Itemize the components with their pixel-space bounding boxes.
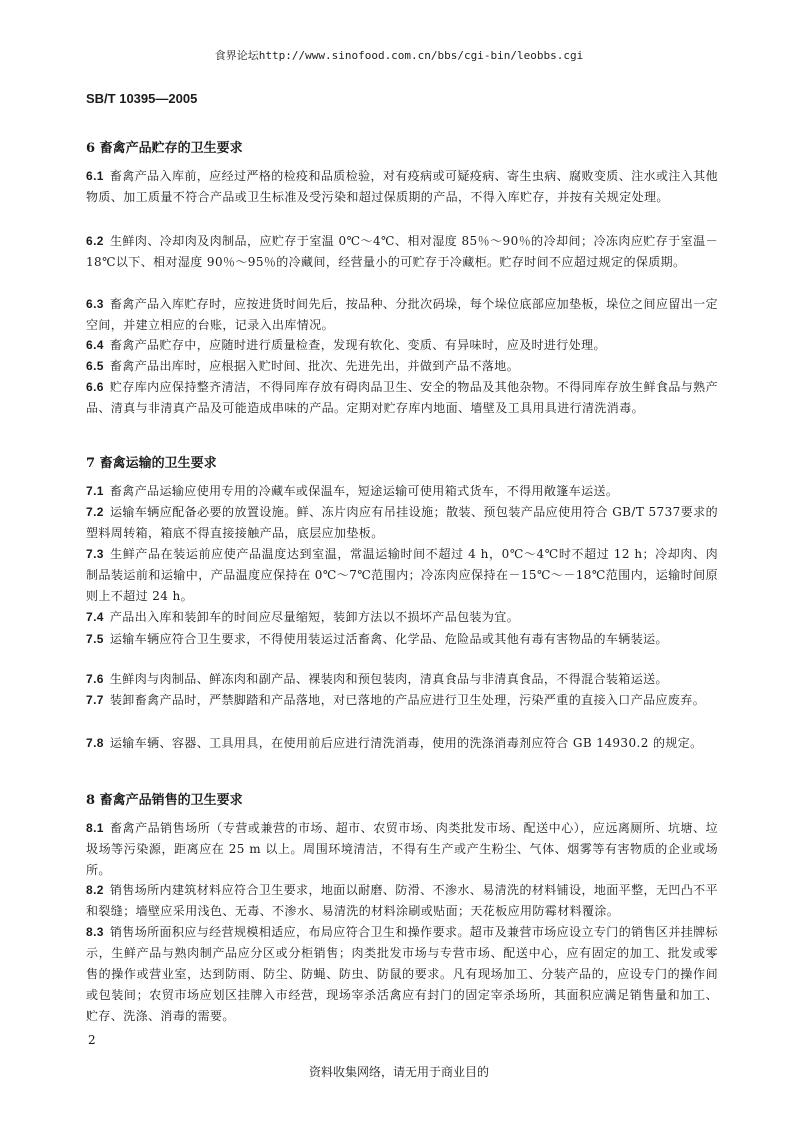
clause-text: 生鲜肉、冷却肉及肉制品，应贮存于室温 0℃～4℃、相对湿度 85％～90％的冷却间；冷冻肉应贮存于室温－18℃以下、相对湿度 90％～95％的冷藏间，经营量小的可贮存于冷藏柜。贮存时间不应超过规定的保质期。 (86, 234, 718, 269)
clause-number: 8.2 (86, 883, 104, 897)
footer-note: 资料收集网络，请无用于商业目的 (308, 1065, 489, 1079)
clause-text: 装卸畜禽产品时，严禁脚踏和产品落地，对已落地的产品应进行卫生处理，污染严重的直接入口产品应废弃。 (109, 693, 706, 707)
clause-number: 7.6 (86, 672, 104, 686)
section-7-title: 7 畜禽运输的卫生要求 (86, 456, 217, 471)
clause-text: 运输车辆、容器、工具用具，在使用前后应进行清洗消毒，使用的洗涤消毒剂应符合 GB 14930.2 的规定。 (109, 736, 703, 750)
clause-8-1 (86, 818, 718, 881)
clause-number: 8.1 (86, 821, 104, 835)
clause-text: 销售场所面积应与经营规模相适应，布局应符合卫生和操作要求。超市及兼营市场应设立专门的销售区并挂牌标示，生鲜产品与熟肉制产品应分区或分柜销售；肉类批发市场与专营市场、配送中心，应有固定的加工、批发或零售的操作或营业室，达到防雨、防尘、防蝇、防虫、防鼠的要求。凡有现场加工、分装产品的，应设专门的操作间或包装间；农贸市场应划区挂牌入市经营，现场宰杀活禽应有封门的固定宰杀场所，其面积应满足销售量和加工、贮存、洗涤、消毒的需要。 (86, 925, 718, 1023)
clause-number: 6.3 (86, 297, 104, 311)
clause-number: 7.1 (86, 484, 104, 498)
clause-number: 7.8 (86, 736, 104, 750)
clause-7-5 (86, 629, 718, 650)
section-6-title: 6 畜禽产品贮存的卫生要求 (86, 141, 243, 156)
clause-7-6 (86, 669, 718, 690)
clause-6-6 (86, 377, 718, 419)
clause-text: 畜禽产品贮存中，应随时进行质量检查，发现有软化、变质、有异味时，应及时进行处理。 (109, 338, 606, 352)
clause-number: 7.7 (86, 693, 104, 707)
header-source-url: 食界论坛http://www.sinofood.com.cn/bbs/cgi-bin/leobbs.cgi (214, 49, 584, 62)
clause-text: 运输车辆应配备必要的放置设施。鲜、冻片肉应有吊挂设施；散装、预包装产品应使用符合 GB/T 5737要求的塑料周转箱，箱底不得直接接触产品，底层应加垫板。 (86, 505, 718, 540)
clause-7-4 (86, 607, 718, 628)
clause-number: 7.3 (86, 547, 104, 561)
clause-6-5 (86, 356, 718, 377)
clause-text: 畜禽产品入库前，应经过严格的检疫和品质检验，对有疫病或可疑疫病、寄生虫病、腐败变质、注水或注入其他物质、加工质量不符合产品或卫生标准及受污染和超过保质期的产品，不得入库贮存，并按有关规定处理。 (86, 169, 718, 204)
clause-text: 运输车辆应符合卫生要求，不得使用装运过活畜禽、化学品、危险品或其他有毒有害物品的车辆装运。 (109, 632, 668, 646)
clause-6-2 (86, 231, 718, 273)
clause-6-1 (86, 166, 718, 208)
page-number: 2 (88, 1033, 96, 1047)
clause-number: 7.5 (86, 632, 104, 646)
clause-7-2 (86, 502, 718, 544)
clause-number: 8.3 (86, 925, 104, 939)
clause-number: 6.1 (86, 169, 104, 183)
clause-7-3 (86, 544, 718, 607)
clause-number: 6.2 (86, 234, 104, 248)
clause-text: 生鲜肉与肉制品、鲜冻肉和副产品、裸装肉和预包装肉，清真食品与非清真食品，不得混合装箱运送。 (109, 672, 668, 686)
clause-8-2 (86, 880, 718, 922)
clause-text: 畜禽产品销售场所（专营或兼营的市场、超市、农贸市场、肉类批发市场、配送中心），应远离厕所、坑塘、垃圾场等污染源，距离应在 25 m 以上。周围环境清洁，不得有生产或产生粉尘、气体、烟雾等有害物质的企业或场所。 (86, 821, 718, 877)
clause-text: 销售场所内建筑材料应符合卫生要求，地面以耐磨、防滑、不渗水、易清洗的材料铺设，地面平整，无凹凸不平和裂缝；墙壁应采用浅色、无毒、不渗水、易清洗的材料涂刷或贴面；天花板应用防霉材料覆涂。 (86, 883, 718, 918)
clause-text: 生鲜产品在装运前应使产品温度达到室温，常温运输时间不超过 4 h，0℃～4℃时不超过 12 h；冷却肉、肉制品装运前和运输中，产品温度应保持在 0℃～7℃范围内；冷冻肉应保持在－15℃～－18℃范围内，运输时间原则上不超过 24 h。 (86, 547, 718, 603)
clause-text: 畜禽产品出库时，应根据入贮时间、批次、先进先出，并做到产品不落地。 (109, 359, 520, 373)
clause-number: 6.4 (86, 338, 104, 352)
clause-6-3 (86, 294, 718, 336)
clause-number: 6.6 (86, 380, 104, 394)
clause-text: 畜禽产品运输应使用专用的冷藏车或保温车，短途运输可使用箱式货车，不得用敞篷车运送。 (109, 484, 619, 498)
clause-text: 畜禽产品入库贮存时，应按进货时间先后，按品种、分批次码垛，每个垛位底部应加垫板，垛位之间应留出一定空间，并建立相应的台账，记录入出库情况。 (86, 297, 718, 332)
clause-6-4 (86, 335, 718, 356)
clause-8-3 (86, 922, 718, 1027)
clause-number: 7.2 (86, 505, 104, 519)
clause-7-1 (86, 481, 718, 502)
clause-number: 6.5 (86, 359, 104, 373)
clause-7-7 (86, 690, 718, 711)
clause-7-8 (86, 733, 718, 754)
section-8-title: 8 畜禽产品销售的卫生要求 (86, 793, 243, 808)
clause-number: 7.4 (86, 610, 104, 624)
standard-code: SB/T 10395—2005 (86, 91, 198, 106)
clause-text: 产品出入库和装卸车的时间应尽量缩短，装卸方法以不损坏产品包装为宜。 (109, 610, 520, 624)
clause-text: 贮存库内应保持整齐清洁，不得同库存放有碍肉品卫生、安全的物品及其他杂物。不得同库存放生鲜食品与熟产品、清真与非清真产品及可能造成串味的产品。定期对贮存库内地面、墙壁及工具用具进行清洗消毒。 (86, 380, 718, 415)
